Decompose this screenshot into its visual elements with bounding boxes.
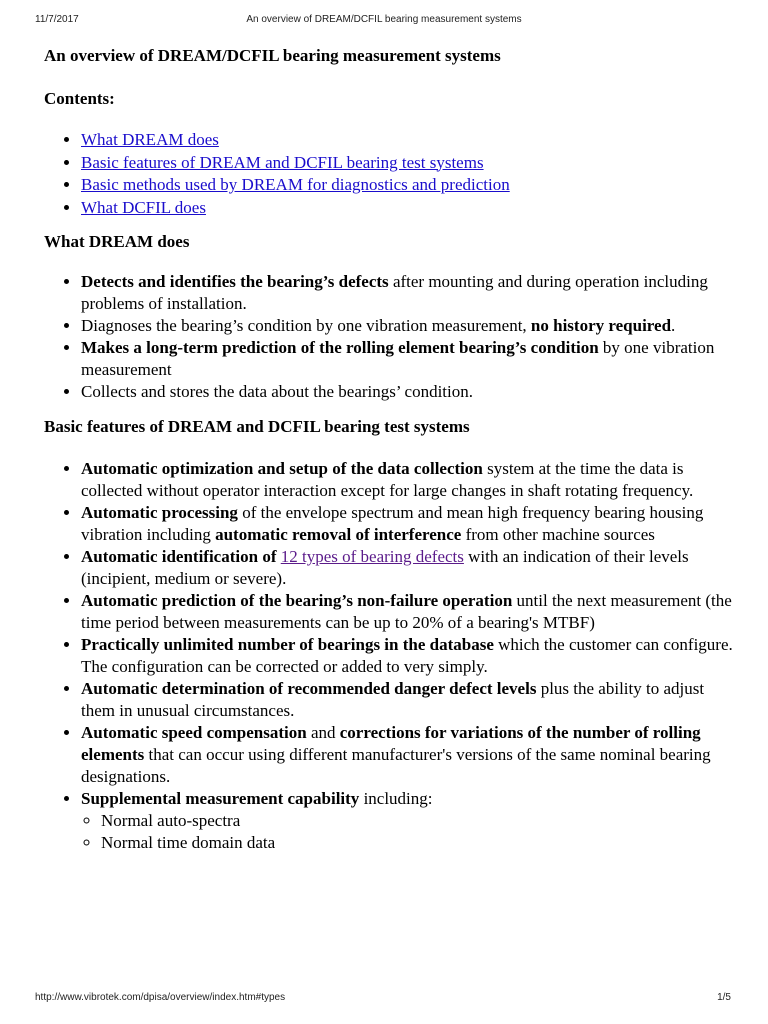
list-item: • Automatic identification of 12 types of bearing defects with an indication of their levels (incipient, medium or severe). — [81, 546, 734, 590]
list-item: • Makes a long-term prediction of the rolling element bearing’s condition by one vibration measurement — [81, 337, 734, 381]
sub-list-item: ◦ Normal auto-spectra — [101, 810, 734, 832]
contents-list — [44, 129, 734, 219]
contents-link-basic-methods[interactable]: Basic methods used by DREAM for diagnostics and prediction — [81, 175, 510, 194]
print-title: An overview of DREAM/DCFIL bearing measurement systems — [246, 14, 522, 25]
list-item: • Automatic speed compensation and corrections for variations of the number of rolling elements that can occur using different manufacturer's versions of the same nominal bearing designations. — [81, 722, 734, 788]
list-item: • Automatic prediction of the bearing’s non-failure operation until the next measurement (the time period between measurements can be up to 20% of a bearing's MTBF) — [81, 590, 734, 634]
basic-features-list — [44, 458, 734, 854]
list-item: • Automatic processing of the envelope spectrum and mean high frequency bearing housing vibration including automatic removal of interference from other machine sources — [81, 502, 734, 546]
section-heading-basic-features: Basic features of DREAM and DCFIL bearing test systems — [44, 417, 470, 436]
print-header — [35, 14, 733, 30]
list-item: • Automatic optimization and setup of the data collection system at the time the data is collected without operator interaction except for large changes in shaft rotating frequency. — [81, 458, 734, 502]
dream-features-list — [44, 271, 734, 403]
list-item — [81, 152, 734, 175]
contents-link-what-dream-does[interactable]: What DREAM does — [81, 130, 219, 149]
print-url: http://www.vibrotek.com/dpisa/overview/index.htm#types — [35, 992, 286, 1003]
list-item: • Practically unlimited number of bearings in the database which the customer can configure. The configuration can be corrected or added to very simply. — [81, 634, 734, 678]
section-heading-what-dream-does: What DREAM does — [44, 232, 190, 251]
list-item: • Supplemental measurement capability including: ◦ Normal auto-spectra ◦ Normal time domain data — [81, 788, 734, 854]
list-item — [81, 197, 734, 220]
document-body — [44, 43, 734, 854]
page-title: An overview of DREAM/DCFIL bearing measurement systems — [44, 46, 501, 65]
list-item: • Detects and identifies the bearing’s defects after mounting and during operation including problems of installation. — [81, 271, 734, 315]
supplemental-sublist — [81, 810, 734, 854]
contents-link-basic-features[interactable]: Basic features of DREAM and DCFIL bearing test systems — [81, 152, 484, 172]
print-footer — [35, 992, 733, 1008]
list-item: • Automatic determination of recommended danger defect levels plus the ability to adjust them in unusual circumstances. — [81, 678, 734, 722]
print-date: 11/7/2017 — [35, 14, 79, 25]
list-item: • Diagnoses the bearing’s condition by one vibration measurement, no history required. — [81, 315, 734, 337]
bearing-defects-link[interactable]: 12 types of bearing defects — [280, 547, 464, 566]
page-number: 1/5 — [717, 992, 731, 1003]
list-item: • Collects and stores the data about the bearings’ condition. — [81, 381, 734, 403]
contents-link-what-dcfil-does[interactable]: What DCFIL does — [81, 197, 206, 217]
list-item — [81, 129, 734, 152]
contents-heading: Contents: — [44, 89, 115, 108]
sub-list-item: ◦ Normal time domain data — [101, 832, 734, 854]
list-item — [81, 174, 734, 197]
